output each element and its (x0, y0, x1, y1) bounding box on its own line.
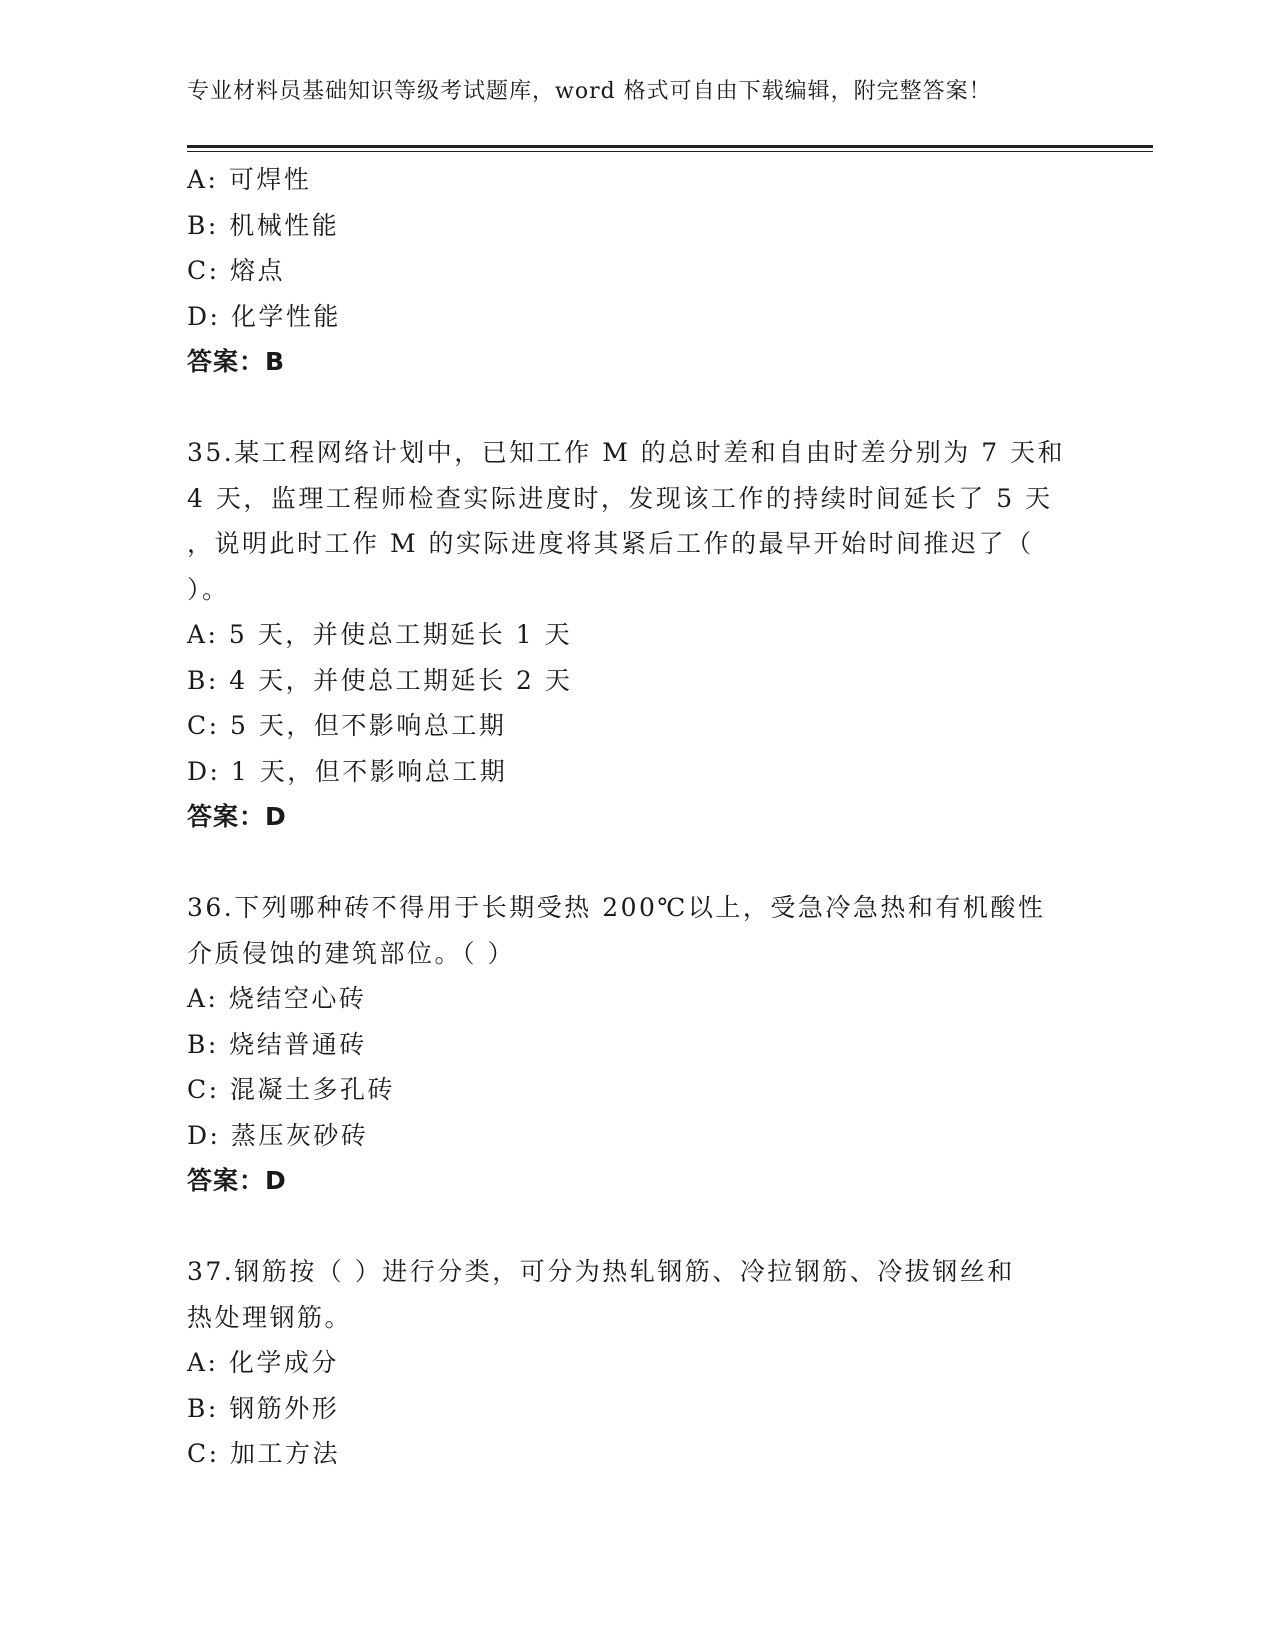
question-stem-line: 4 天，监理工程师检查实际进度时，发现该工作的持续时间延长了 5 天 (187, 483, 1053, 513)
option-a: A: 5 天，并使总工期延长 1 天 (187, 620, 573, 649)
question-stem-line: 介质侵蚀的建筑部位。（ ） (187, 938, 515, 968)
option-a: A: 化学成分 (187, 1348, 339, 1377)
spacer (187, 1204, 1087, 1250)
spacer (187, 840, 1087, 886)
option-d: D: 蒸压灰砂砖 (187, 1120, 369, 1150)
option-a: A: 可焊性 (187, 165, 312, 194)
option-d: D: 化学性能 (187, 301, 341, 331)
answer-line: 答案：D (187, 802, 287, 831)
option-c: C: 混凝土多孔砖 (187, 1075, 395, 1104)
option-d: D: 1 天，但不影响总工期 (187, 756, 508, 786)
option-c: C: 5 天，但不影响总工期 (187, 711, 507, 740)
question-35 (187, 430, 1087, 840)
question-stem-line: ）。 (187, 574, 230, 604)
question-36 (187, 885, 1087, 1204)
spacer (187, 385, 1087, 431)
answer-line: 答案：B (187, 347, 286, 376)
header-rule (187, 145, 1153, 148)
question-stem-line: 35.某工程网络计划中，已知工作 M 的总时差和自由时差分别为 7 天和 (187, 438, 1066, 467)
page-header: 专业材料员基础知识等级考试题库，word 格式可自由下载编辑，附完整答案！ (187, 79, 992, 104)
question-stem-line: 36.下列哪种砖不得用于长期受热 200℃以上，受急冷急热和有机酸性 (187, 893, 1046, 922)
option-b: B: 机械性能 (187, 210, 340, 240)
option-c: C: 加工方法 (187, 1439, 340, 1468)
question-stem-line: 热处理钢筋。 (187, 1302, 353, 1332)
question-34-tail (187, 157, 1087, 385)
question-37 (187, 1249, 1087, 1477)
option-b: B: 4 天，并使总工期延长 2 天 (187, 665, 573, 695)
question-stem-line: 37.钢筋按（ ）进行分类，可分为热轧钢筋、冷拉钢筋、冷拔钢丝和 (187, 1257, 1015, 1286)
option-b: B: 钢筋外形 (187, 1393, 340, 1423)
document-body (187, 157, 1087, 1477)
answer-line: 答案：D (187, 1166, 287, 1195)
option-a: A: 烧结空心砖 (187, 984, 367, 1013)
option-c: C: 熔点 (187, 256, 285, 285)
question-stem-line: ，说明此时工作 M 的实际进度将其紧后工作的最早开始时间推迟了（ (187, 529, 1034, 558)
option-b: B: 烧结普通砖 (187, 1029, 367, 1059)
